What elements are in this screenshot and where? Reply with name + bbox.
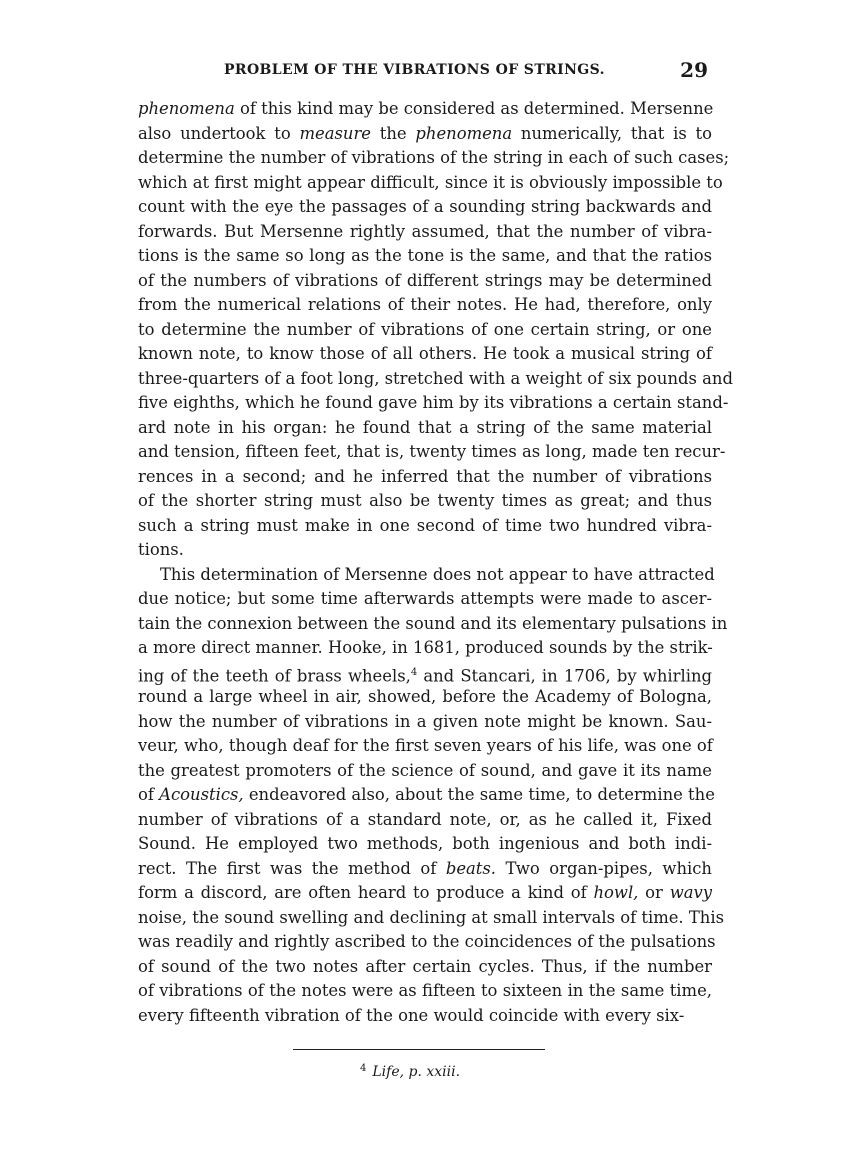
footnote-rule <box>293 1049 545 1050</box>
text-line: three-quarters of a foot long, stretched with a weight of six pounds and <box>138 368 733 388</box>
text-line: Sound. He employed two methods, both ingenious and both indi- <box>138 834 712 853</box>
text-line: form a discord, are often heard to produce a kind of howl, or wavy <box>138 883 713 902</box>
text-line: tain the connexion between the sound and its elementary pulsations in <box>138 613 728 633</box>
text-line: of vibrations of the notes were as fifteen to sixteen in the same time, <box>138 981 712 1000</box>
text-line: phenomena of this kind may be considered as determined. Mersenne <box>138 99 714 118</box>
text-line: forwards. But Mersenne rightly assumed, that the number of vibra- <box>138 221 712 241</box>
text-line: ing of the teeth of brass wheels,$^4$ and Stancari, in 1706, by whirling <box>138 665 712 685</box>
text-line: of Acoustics, endeavored also, about the same time, to determine the <box>138 785 715 804</box>
text-line: from the numerical relations of their notes. He had, therefore, only <box>138 295 712 314</box>
text-line: noise, the sound swelling and declining at small intervals of time. This <box>138 907 724 927</box>
text-line: due notice; but some time afterwards attempts were made to ascer- <box>138 589 712 608</box>
text-line: rect. The first was the method of beats. Two organ-pipes, which <box>138 858 712 878</box>
running-head <box>138 58 710 88</box>
text-line: determine the number of vibrations of the string in each of such cases; <box>138 148 730 167</box>
text-line: ard note in his organ: he found that a string of the same material <box>138 417 712 437</box>
text-line: rences in a second; and he inferred that the number of vibrations <box>138 466 712 486</box>
body-text <box>138 97 733 1028</box>
footnote-text: Life, p. xxiii. <box>372 1064 461 1080</box>
text-line: of the shorter string must also be twenty times as great; and thus <box>138 491 712 510</box>
text-line: tions. <box>138 540 184 559</box>
text-line: such a string must make in one second of time two hundred vibra- <box>138 515 712 535</box>
text-line: the greatest promoters of the science of sound, and gave it its name <box>138 760 712 780</box>
text-line: of sound of the two notes after certain cycles. Thus, if the number <box>138 956 712 976</box>
text-line: also undertook to measure the phenomena numerically, that is to <box>138 123 712 143</box>
page-number: 29 <box>680 58 708 82</box>
text-line: round a large wheel in air, showed, before the Academy of Bologna, <box>138 687 712 706</box>
text-line: every fifteenth vibration of the one would coincide with every six- <box>138 1005 685 1025</box>
footnote <box>360 1063 460 1080</box>
footnote-mark: 4 <box>360 1063 367 1074</box>
text-line: to determine the number of vibrations of one certain string, or one <box>138 319 712 339</box>
text-line: which at first might appear difficult, since it is obviously impossible to <box>138 172 723 192</box>
text-line: and tension, fifteen feet, that is, twenty times as long, made ten recur- <box>138 442 726 461</box>
paragraph-1 <box>138 97 733 563</box>
text-line: number of vibrations of a standard note, or, as he called it, Fixed <box>138 809 712 829</box>
text-line: how the number of vibrations in a given note might be known. Sau- <box>138 711 712 731</box>
text-line: This determination of Mersenne does not appear to have attracted <box>160 564 715 584</box>
text-line: was readily and rightly ascribed to the coincidences of the pulsations <box>138 932 716 951</box>
paragraph-2 <box>138 563 728 1029</box>
text-line: a more direct manner. Hooke, in 1681, produced sounds by the strik- <box>138 638 713 657</box>
text-line: tions is the same so long as the tone is the same, and that the ratios <box>138 246 712 265</box>
text-line: five eighths, which he found gave him by its vibrations a certain stand- <box>138 393 729 412</box>
text-line: count with the eye the passages of a sounding string backwards and <box>138 197 712 216</box>
text-line: of the numbers of vibrations of different strings may be determined <box>138 270 712 290</box>
running-title: PROBLEM OF THE VIBRATIONS OF STRINGS. <box>224 62 605 78</box>
text-line: veur, who, though deaf for the first seven years of his life, was one of <box>138 736 713 755</box>
text-line: known note, to know those of all others. He took a musical string of <box>138 344 712 363</box>
